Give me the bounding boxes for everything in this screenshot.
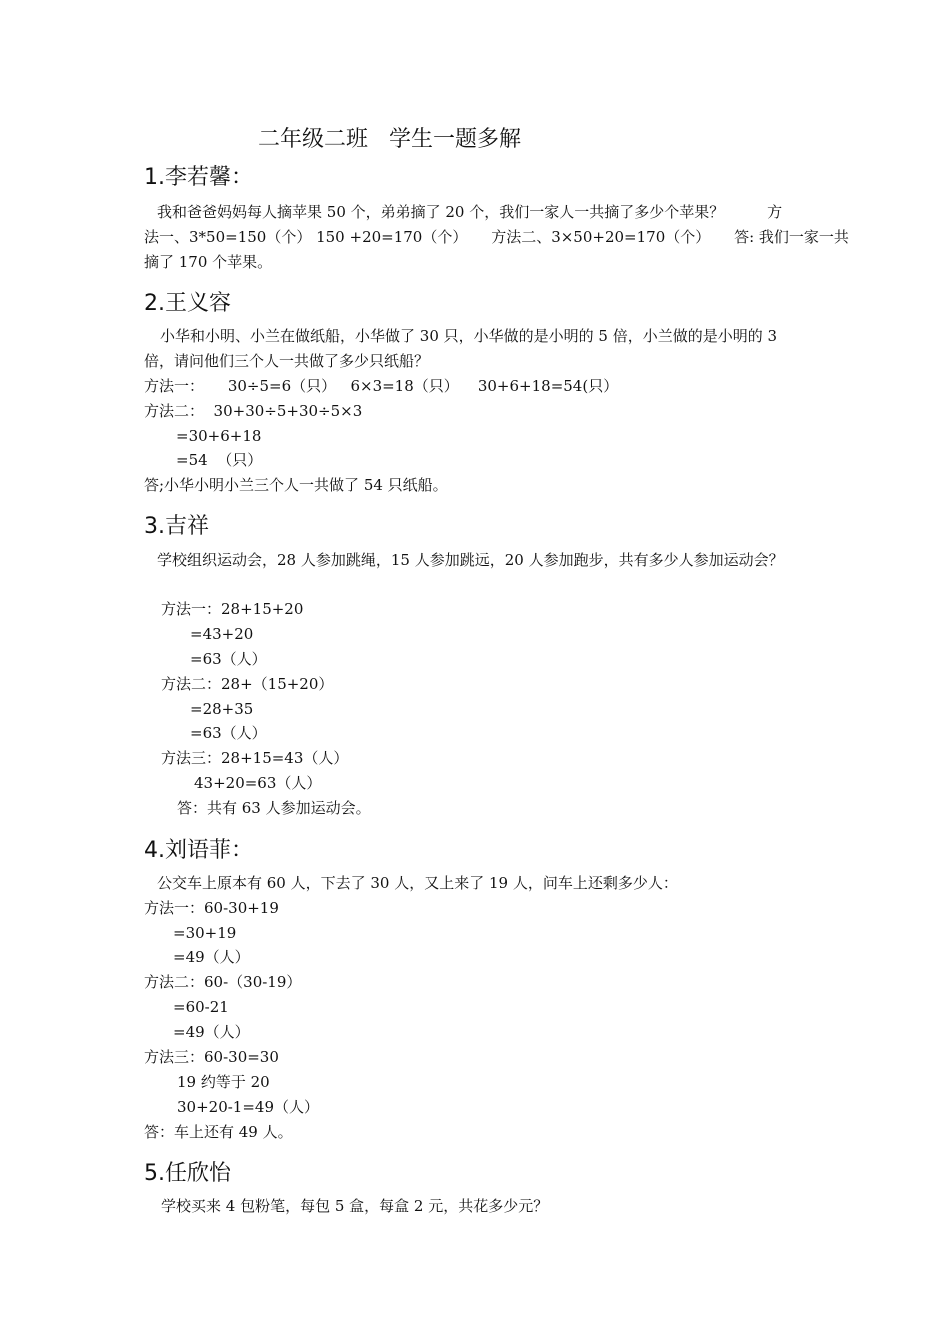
section-2-line: =30+6+18 [176,427,262,445]
section-heading-1: 1.李若馨： [144,165,253,190]
section-4-line: 30+20-1=49（人） [177,1098,320,1116]
section-3-line: 43+20=63（人） [194,774,322,792]
section-3-line: 答：共有 63 人参加运动会。 [177,799,371,817]
section-3-line: =63（人） [190,650,267,668]
section-1-line: 我和爸爸妈妈每人摘苹果 50 个，弟弟摘了 20 个，我们一家人一共摘了多少个苹果？ 方 [157,203,783,221]
section-3-line: 方法一：28+15+20 [161,600,304,618]
section-4-line: 答：车上还有 49 人。 [144,1123,293,1141]
section-heading-5: 5.任欣怡 [144,1161,231,1186]
section-2-line: =54 （只） [176,451,263,469]
section-3-line: =43+20 [190,625,254,643]
section-3-line: 方法三：28+15=43（人） [161,749,349,767]
section-2-line: 答;小华小明小兰三个人一共做了 54 只纸船。 [144,476,448,494]
section-2-line: 倍，请问他们三个人一共做了多少只纸船？ [144,352,430,370]
section-heading-2: 2.王义容 [144,291,231,316]
section-4-line: 19 约等于 20 [177,1073,270,1091]
section-3-line: 学校组织运动会，28 人参加跳绳，15 人参加跳远，20 人参加跑步，共有多少人参加运动会？ [157,551,784,569]
section-1-line: 法一、3*50=150（个） 150 +20=170（个） 方法二、3×50+20=170（个） 答: 我们一家一共 [144,228,849,246]
section-4-line: =30+19 [173,924,237,942]
section-4-line: 方法一：60-30+19 [144,899,279,917]
section-5-line: 学校买来 4 包粉笔，每包 5 盒，每盒 2 元，共花多少元？ [161,1197,549,1215]
section-heading-3: 3.吉祥 [144,514,209,539]
section-2-line: 方法一： 30÷5=6（只） 6×3=18（只） 30+6+18=54(只） [144,377,619,395]
section-4-line: =49（人） [173,948,250,966]
section-4-line: 方法三：60-30=30 [144,1048,279,1066]
section-4-line: 方法二：60-（30-19） [144,973,302,991]
section-3-line: =28+35 [190,700,254,718]
section-3-line: =63（人） [190,724,267,742]
section-4-line: 公交车上原本有 60 人，下去了 30 人，又上来了 19 人，问车上还剩多少人： [157,874,678,892]
section-3-line: 方法二：28+（15+20） [161,675,334,693]
section-2-line: 小华和小明、小兰在做纸船，小华做了 30 只，小华做的是小明的 5 倍，小兰做的是小明的 3 [160,327,778,345]
section-2-line: 方法二： 30+30÷5+30÷5×3 [144,402,363,420]
section-heading-4: 4.刘语菲： [144,838,253,863]
section-4-line: =49（人） [173,1023,250,1041]
document-title: 二年级二班 学生一题多解 [258,127,521,152]
section-1-line: 摘了 170 个苹果。 [144,253,273,271]
section-4-line: =60-21 [173,998,229,1016]
